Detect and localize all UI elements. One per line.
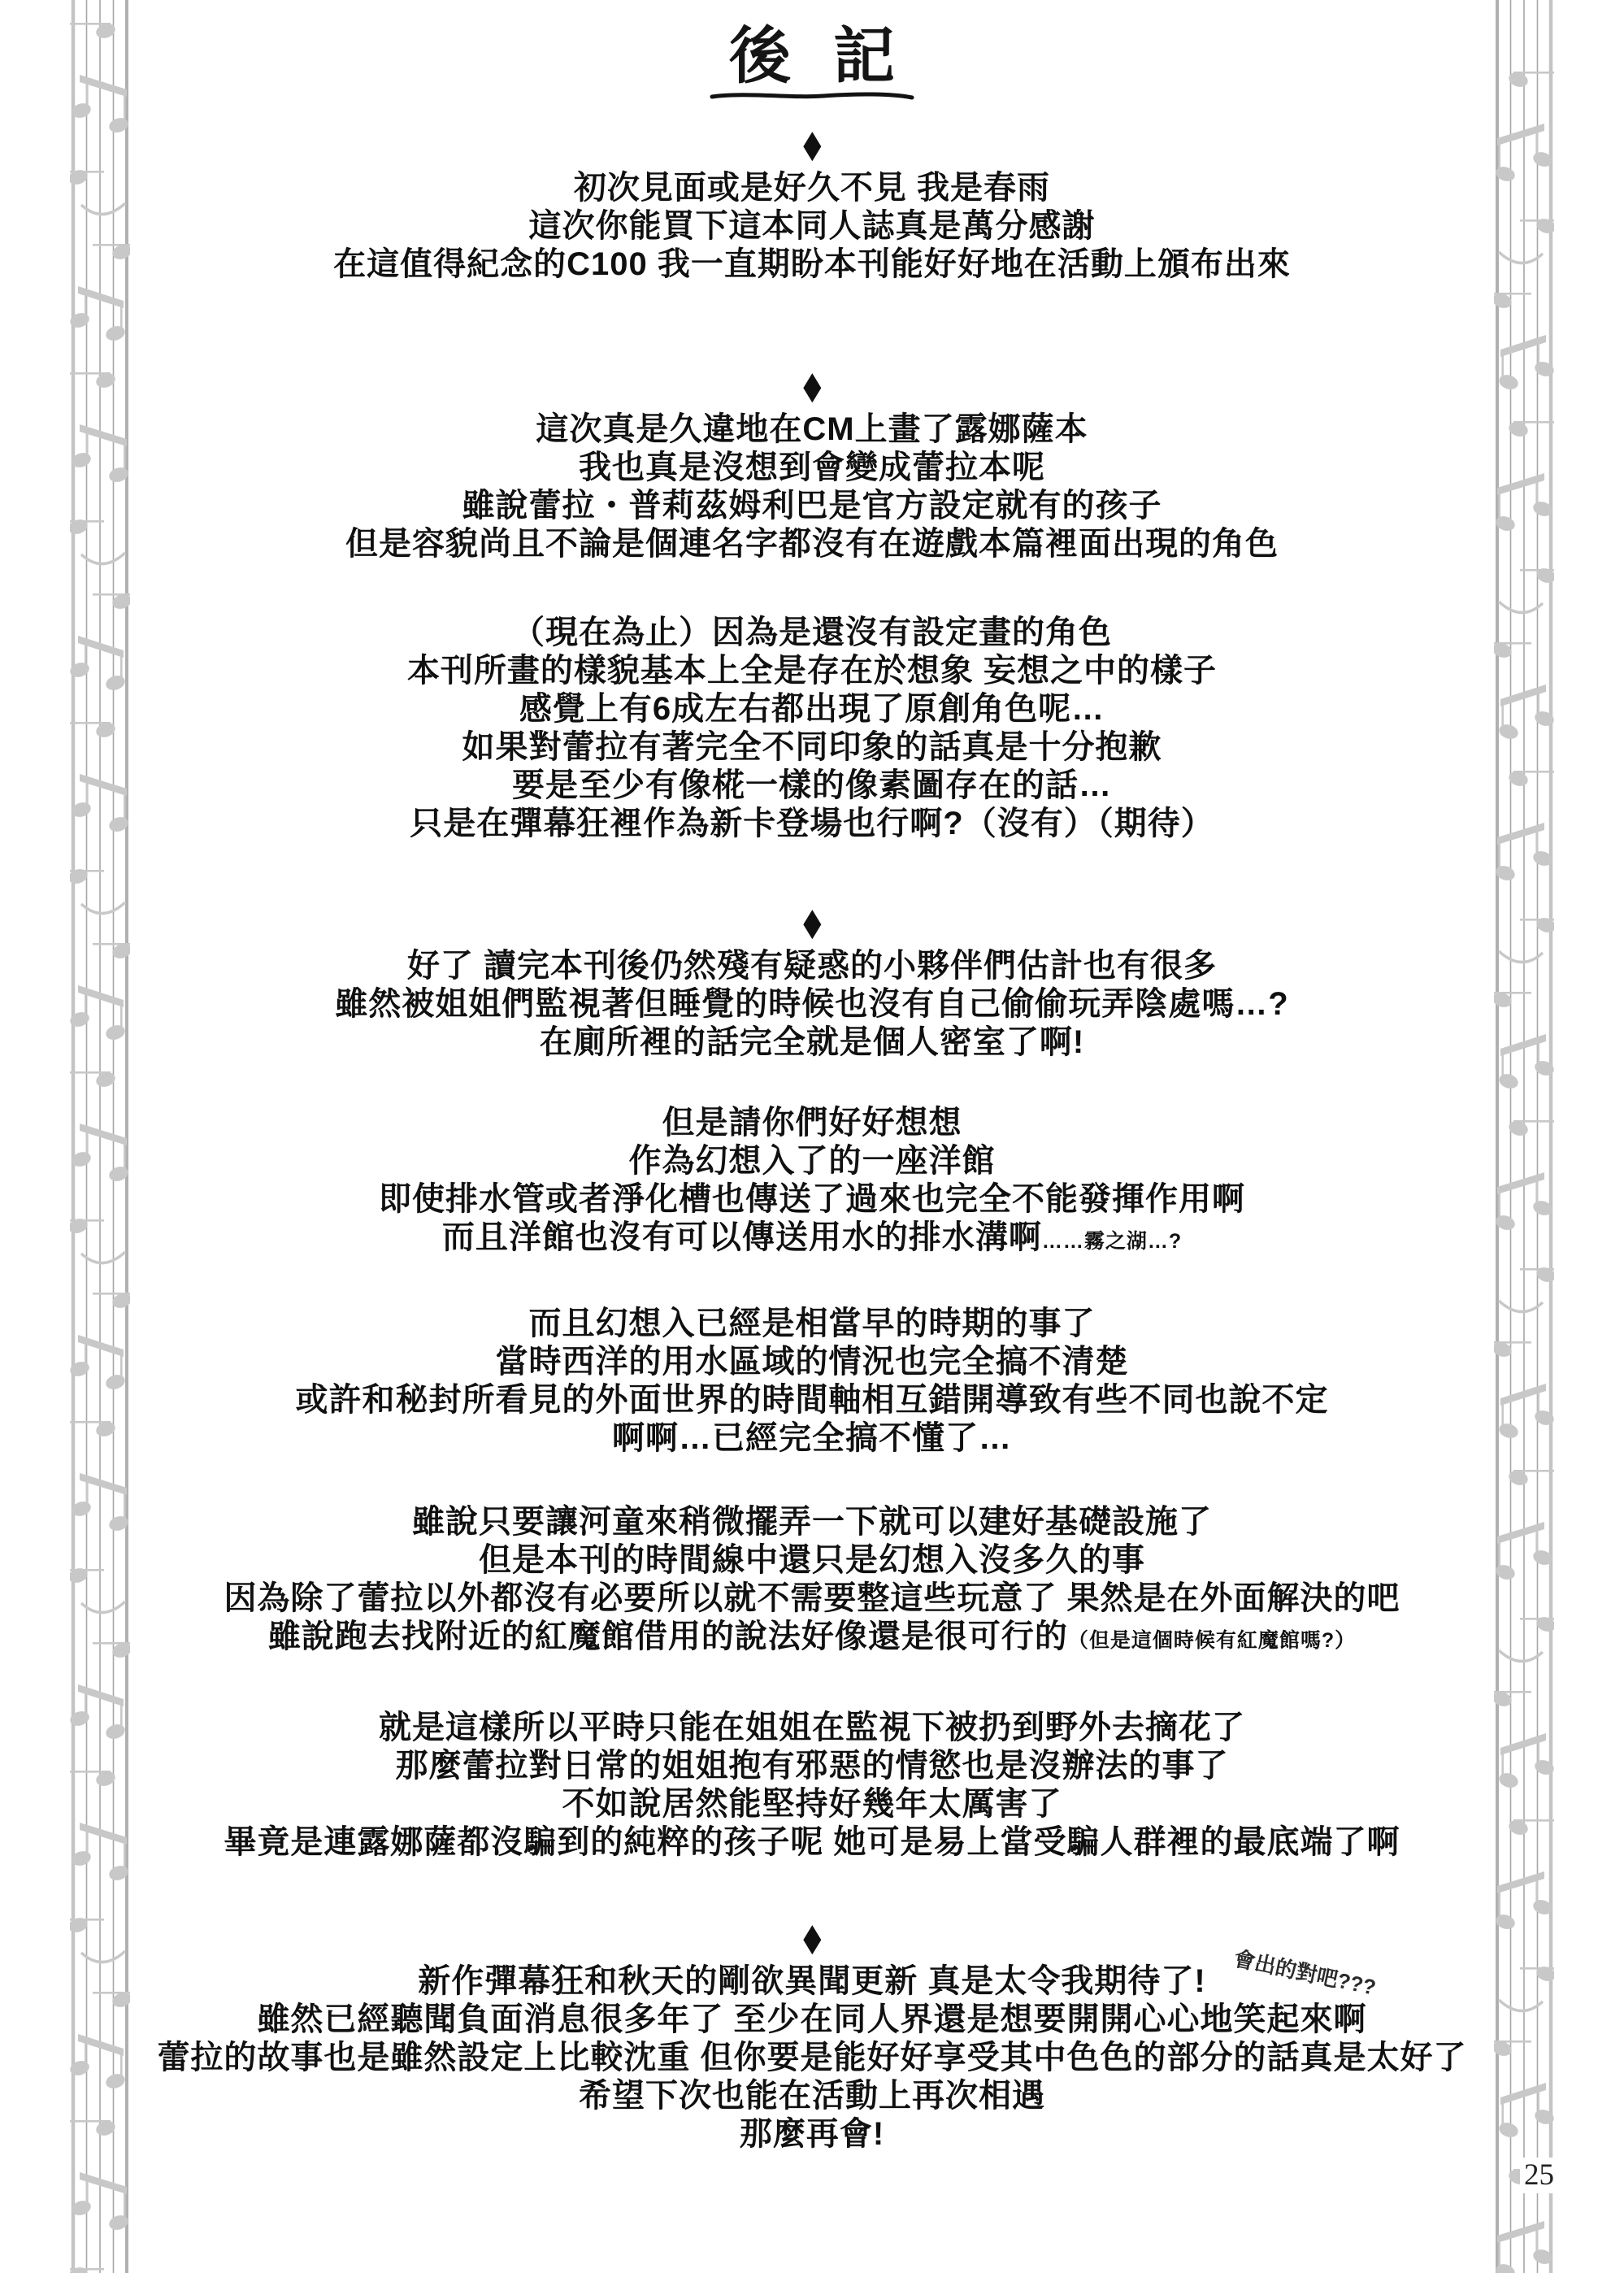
diamond-icon: ◆ — [802, 1916, 822, 1958]
music-staff-right-border — [1494, 0, 1554, 2273]
text-line: 蕾拉的故事也是雖然設定上比較沈重 但你要是能好好享受其中色色的部分的話真是太好了 — [157, 2040, 1467, 2075]
text-line: 當時西洋的用水區域的情況也完全搞不清楚 — [495, 1344, 1129, 1380]
text-line: 但是請你們好好想想 — [662, 1105, 962, 1141]
paragraph — [138, 1104, 1486, 1261]
page-title: 後記 — [729, 22, 937, 91]
text-line: 只是在彈幕狂裡作為新卡登場也行啊?（沒有）（期待） — [410, 806, 1214, 841]
text-line: 或許和秘封所看見的外面世界的時間軸相互錯開導致有些不同也說不定 — [295, 1382, 1329, 1418]
text-line: 啊啊…已經完全搞不懂了… — [612, 1420, 1012, 1456]
title-block — [138, 21, 1486, 102]
text-line: 而且幻想入已經是相當早的時期的事了 — [528, 1306, 1096, 1341]
text-line: 新作彈幕狂和秋天的剛欲異聞更新 真是太令我期待了! — [418, 1963, 1206, 1999]
text-line: 在廁所裡的話完全就是個人密室了啊! — [539, 1024, 1085, 1060]
afterword-content — [138, 0, 1486, 2153]
diamond-icon: ◆ — [802, 123, 822, 165]
text-line: 如果對蕾拉有著完全不同印象的話真是十分抱歉 — [462, 729, 1162, 765]
text-line: 這次真是久違地在CM上畫了露娜薩本 — [536, 411, 1088, 447]
text-line: 作為幻想入了的一座洋館 — [628, 1143, 996, 1179]
text-line: 而且洋館也沒有可以傳送用水的排水溝啊……霧之湖…? — [441, 1219, 1183, 1255]
text-line: 不如說居然能堅持好幾年太厲害了 — [562, 1786, 1062, 1822]
paragraph — [138, 947, 1486, 1062]
text-line: 雖然已經聽聞負面消息很多年了 至少在同人界還是想要開開心心地笑起來啊 — [257, 2001, 1367, 2037]
text-line: 初次見面或是好久不見 我是春雨 — [573, 170, 1051, 206]
text-line: 就是這樣所以平時只能在姐姐在監視下被扔到野外去摘花了 — [379, 1710, 1245, 1745]
text-line: 但是本刊的時間線中還只是幻想入沒多久的事 — [479, 1542, 1145, 1578]
paragraph — [138, 169, 1486, 284]
text-line: 感覺上有6成左右都出現了原創角色呢… — [519, 691, 1105, 727]
paragraph — [138, 614, 1486, 843]
text-line: 好了 讀完本刊後仍然殘有疑惑的小夥伴們估計也有很多 — [406, 948, 1218, 984]
text-line: 雖然被姐姐們監視著但睡覺的時候也沒有自己偷偷玩弄陰處嗎…? — [335, 986, 1289, 1022]
text-line: 希望下次也能在活動上再次相遇 — [579, 2078, 1045, 2114]
paragraph — [138, 1945, 1486, 2153]
handwritten-note: 會出的對吧??? — [1231, 1945, 1379, 2000]
inline-small-note: （但是這個時候有紅魔館嗎?） — [1067, 1629, 1357, 1652]
text-line: 這次你能買下這本同人誌真是萬分感謝 — [528, 208, 1096, 244]
text-line: （現在為止）因為是還沒有設定畫的角色 — [512, 615, 1112, 650]
text-line: 那麼蕾拉對日常的姐姐抱有邪惡的情慾也是沒辦法的事了 — [395, 1748, 1229, 1784]
text-line: 但是容貌尚且不論是個連名字都沒有在遊戲本篇裡面出現的角色 — [345, 526, 1279, 562]
page-number: 25 — [1520, 2158, 1558, 2193]
inline-small-note: ……霧之湖…? — [1041, 1230, 1183, 1253]
music-staff-left-border — [70, 0, 130, 2273]
text-line: 雖說只要讓河童來稍微擺弄一下就可以建好基礎設施了 — [412, 1504, 1212, 1540]
text-line: 因為除了蕾拉以外都沒有必要所以就不需要整這些玩意了 果然是在外面解決的吧 — [224, 1580, 1400, 1616]
paragraph — [138, 1709, 1486, 1862]
text-line: 即使排水管或者淨化槽也傳送了過來也完全不能發揮作用啊 — [379, 1181, 1245, 1217]
text-line: 我也真是沒想到會變成蕾拉本呢 — [579, 450, 1045, 485]
text-line: 畢竟是連露娜薩都沒騙到的純粹的孩子呢 她可是易上當受騙人群裡的最底端了啊 — [224, 1824, 1400, 1860]
paragraph — [138, 1305, 1486, 1458]
text-line: 雖說跑去找附近的紅魔館借用的說法好像還是很可行的（但是這個時候有紅魔館嗎?） — [267, 1619, 1357, 1654]
text-line: 在這值得紀念的C100 我一直期盼本刊能好好地在活動上頒布出來 — [333, 246, 1291, 282]
text-line: 那麼再會! — [739, 2116, 885, 2152]
paragraph — [138, 411, 1486, 563]
text-line: 本刊所畫的樣貌基本上全是存在於想象 妄想之中的樣子 — [406, 653, 1218, 689]
diamond-icon: ◆ — [802, 364, 822, 406]
text-line: 要是至少有像椛一樣的像素圖存在的話… — [512, 767, 1112, 803]
diamond-icon: ◆ — [802, 901, 822, 943]
paragraph — [138, 1503, 1486, 1660]
text-line: 雖說蕾拉・普莉茲姆利巴是官方設定就有的孩子 — [462, 488, 1162, 524]
